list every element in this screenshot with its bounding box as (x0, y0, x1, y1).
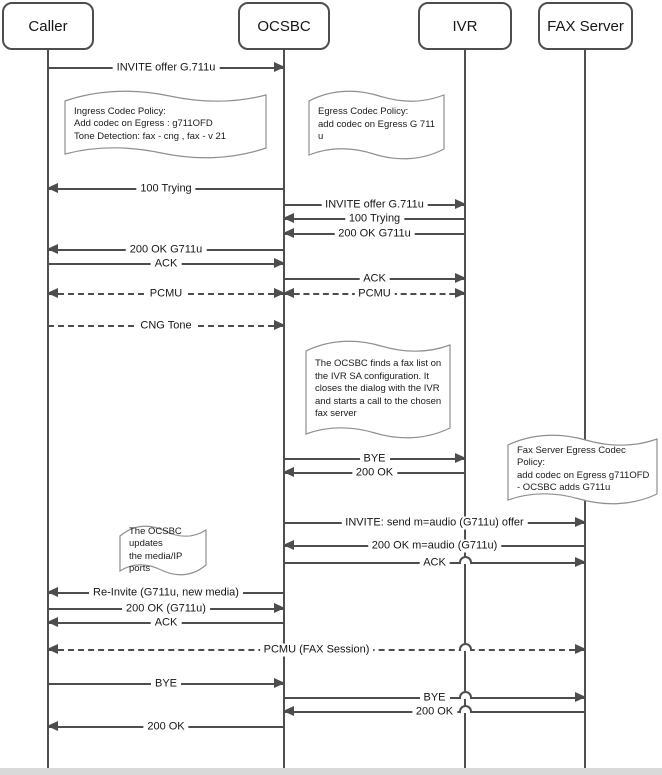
actor-ocsbc (238, 2, 330, 50)
actor-label: Caller (28, 17, 68, 35)
note-media-ip-ports-note (118, 523, 208, 578)
footer-strip (0, 768, 662, 775)
note-text (315, 351, 446, 428)
arrowhead-left-icon (283, 228, 294, 238)
arrowhead-left-icon (47, 183, 58, 193)
arrowhead-right-icon (274, 678, 285, 688)
message-label: 100 Trying (136, 183, 195, 196)
message-label: PCMU (FAX Session) (260, 644, 374, 657)
message-label: 200 OK (352, 467, 397, 480)
arrowhead-right-icon (274, 320, 285, 330)
note-text-line: Tone Detection: fax - cng , fax - v 21 (74, 130, 227, 142)
arrowhead-right-icon (455, 453, 466, 463)
message-label: INVITE offer G.711u (113, 62, 220, 75)
arrowhead-right-icon (274, 258, 285, 268)
arrowhead-right-icon (455, 288, 466, 298)
message-label: 200 OK G711u (334, 228, 415, 241)
arrowhead-right-icon (274, 62, 285, 72)
note-text-line: Add codec on Egress : g711OFD (74, 118, 213, 130)
note-text-line: Ingress Codec Policy: (74, 105, 166, 117)
message-label: PCMU (354, 288, 394, 301)
message-label: 200 OK G711u (126, 244, 207, 257)
message-label: BYE (359, 453, 389, 466)
arrowhead-left-icon (47, 617, 58, 627)
lifeline-caller (47, 50, 49, 769)
note-text-line: The OCSBC finds a fax list on (315, 358, 442, 370)
actor-ivr (418, 2, 512, 50)
arrowhead-right-icon (274, 603, 285, 613)
note-fax-list-note (304, 338, 452, 441)
message-label: INVITE: send m=audio (G711u) offer (341, 517, 527, 530)
note-text-line: the IVR SA configuration. It (315, 370, 430, 382)
line-hop-over-ivr (459, 691, 472, 699)
note-fax-server-egress-codec-policy (506, 432, 659, 507)
arrowhead-right-icon (455, 273, 466, 283)
arrowhead-left-icon (283, 213, 294, 223)
note-text-line: fax server (315, 408, 357, 420)
arrowhead-right-icon (575, 644, 586, 654)
note-egress-codec-policy (307, 88, 446, 162)
message-label: INVITE offer G.711u (321, 199, 428, 212)
arrowhead-left-icon (47, 288, 58, 298)
arrowhead-right-icon (455, 199, 466, 209)
arrowhead-left-icon (47, 644, 58, 654)
note-text (74, 101, 262, 148)
note-text-line: the media/IP ports (129, 550, 183, 574)
arrowhead-left-icon (47, 721, 58, 731)
note-text (129, 525, 202, 574)
arrowhead-left-icon (47, 244, 58, 254)
arrowhead-right-icon (575, 557, 586, 567)
message-label: BYE (419, 692, 449, 705)
line-hop-over-ivr (459, 705, 472, 713)
arrowhead-left-icon (283, 467, 294, 477)
message-label: ACK (419, 557, 450, 570)
note-text-line: and starts a call to the chosen (315, 395, 442, 407)
note-ingress-codec-policy (63, 88, 268, 161)
message-label: 200 OK (G711u) (122, 603, 210, 616)
message-label: ACK (359, 273, 390, 286)
line-hop-over-ivr (459, 556, 472, 564)
lifeline-ivr (464, 50, 466, 769)
message-label: 100 Trying (345, 213, 404, 226)
actor-label: IVR (452, 17, 478, 35)
note-text-line: The OCSBC updates (129, 525, 182, 550)
note-text-line: Egress Codec Policy: (318, 106, 409, 118)
arrowhead-left-icon (47, 587, 58, 597)
message-label: 200 OK (412, 706, 457, 719)
note-text-line: Fax Server Egress Codec Policy: (517, 444, 626, 469)
note-text-line: - OCSBC adds G711u (517, 481, 611, 493)
note-text (318, 101, 440, 149)
message-label: ACK (151, 258, 182, 271)
arrowhead-left-icon (283, 706, 294, 716)
message-label: ACK (151, 617, 182, 630)
note-text-line: closes the dialog with the IVR (315, 383, 440, 395)
message-label: PCMU (146, 288, 186, 301)
message-label: CNG Tone (136, 320, 195, 333)
note-text-line: add codec on Egress G 711 u (318, 118, 436, 143)
arrowhead-left-icon (283, 540, 294, 550)
message-label: Re-Invite (G711u, new media) (89, 587, 243, 600)
actor-fax (538, 2, 633, 50)
line-hop-over-ivr (459, 643, 472, 651)
arrowhead-right-icon (575, 692, 586, 702)
message-label: 200 OK (143, 721, 188, 734)
actor-label: FAX Server (547, 17, 624, 35)
actor-caller (2, 2, 94, 50)
actor-label: OCSBC (257, 17, 311, 35)
message-label: 200 OK m=audio (G711u) (368, 540, 501, 553)
lifeline-fax (584, 50, 586, 769)
arrowhead-right-icon (575, 517, 586, 527)
message-label: BYE (151, 678, 181, 691)
note-text (517, 445, 653, 494)
arrowhead-left-icon (283, 288, 294, 298)
lifeline-ocsbc (283, 50, 285, 769)
note-text-line: add codec on Egress g711OFD (517, 469, 650, 481)
